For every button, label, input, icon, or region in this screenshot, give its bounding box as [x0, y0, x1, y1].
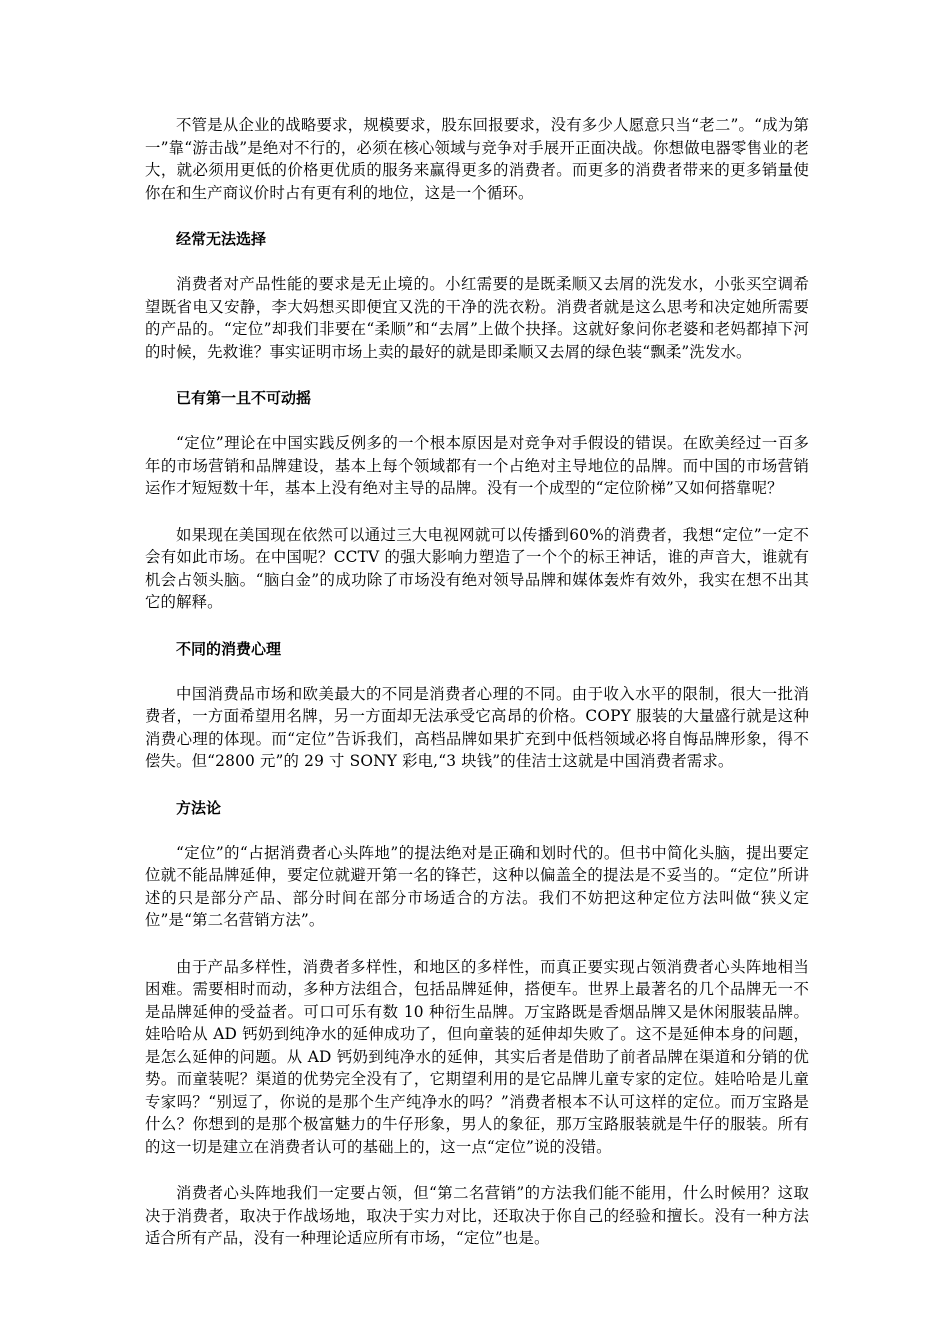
paragraph: “定位”的“占据消费者心头阵地”的提法绝对是正确和划时代的。但书中简化头脑，提出要定位就不能品牌延伸，要定位就避开第一名的锋芒，这种以偏盖全的提法是不妥当的。“定位”所讲述的只是部分产品、部分时间在部分市场适合的方法。我们不妨把这种定位方法叫做“狭义定位”是“第二名营销方法”。	[145, 843, 809, 929]
section-heading: 方法论	[176, 798, 222, 817]
document-page	[145, 114, 809, 1250]
section-heading: 已有第一且不可动摇	[176, 389, 312, 407]
section-heading: 不同的消费心理	[176, 639, 282, 658]
paragraph: 由于产品多样性，消费者多样性，和地区的多样性，而真正要实现占领消费者心头阵地相当困难。需要相时而动，多种方法组合，包括品牌延伸，搭便车。世界上最著名的几个品牌无一不是品牌延伸的受益者。可口可乐有数 10 种衍生品牌。万宝路既是香烟品牌又是休闲服装品牌。娃哈哈从 AD 钙奶到纯净水的延伸成功了，但向童装的延伸却失败了。这不是延伸本身的问题，是怎么延伸的问题。从 AD 钙奶到纯净水的延伸，其实后者是借助了前者品牌在渠道和分销的优势。而童装呢？渠道的优势完全没有了，它期望利用的是它品牌儿童专家的定位。娃哈哈是儿童专家吗？“别逗了，你说的是那个生产纯净水的吗？”消费者根本不认可这样的定位。而万宝路是什么？你想到的是那个极富魅力的牛仔形象，男人的象征，那万宝路服装就是牛仔的服装。所有的这一切是建立在消费者认可的基础上的，这一点“定位”说的没错。	[145, 957, 809, 1156]
paragraph: 如果现在美国现在依然可以通过三大电视网就可以传播到60%的消费者，我想“定位”一定不会有如此市场。在中国呢？CCTV 的强大影响力塑造了一个个的标王神话，谁的声音大，谁就有机会占领头脑。“脑白金”的成功除了市场没有绝对领导品牌和媒体轰炸有效外，我实在想不出其它的解释。	[145, 525, 809, 611]
section-heading: 经常无法选择	[176, 230, 267, 248]
paragraph: 不管是从企业的战略要求，规模要求，股东回报要求，没有多少人愿意只当“老二”。“成为第一”靠“游击战”是绝对不行的，必须在核心领域与竞争对手展开正面决战。你想做电器零售业的老大，就必须用更低的价格更优质的服务来赢得更多的消费者。而更多的消费者带来的更多销量使你在和生产商议价时占有更有利的地位，这是一个循环。	[145, 116, 809, 202]
paragraph: “定位”理论在中国实践反例多的一个根本原因是对竞争对手假设的错误。在欧美经过一百多年的市场营销和品牌建设，基本上每个领域都有一个占绝对主导地位的品牌。而中国的市场营销运作才短短数十年，基本上没有绝对主导的品牌。没有一个成型的“定位阶梯”又如何搭靠呢？	[145, 434, 809, 497]
paragraph: 消费者心头阵地我们一定要占领，但“第二名营销”的方法我们能不能用，什么时候用？这取决于消费者，取决于作战场地，取决于实力对比，还取决于你自己的经验和擅长。没有一种方法适合所有产品，没有一种理论适应所有市场，“定位”也是。	[145, 1184, 809, 1247]
paragraph: 中国消费品市场和欧美最大的不同是消费者心理的不同。由于收入水平的限制，很大一批消费者，一方面希望用名牌，另一方面却无法承受它高昂的价格。COPY 服装的大量盛行就是这种消费心理的体现。而“定位”告诉我们，高档品牌如果扩充到中低档领域必将自悔品牌形象，得不偿失。但“2800 元”的 29 寸 SONY 彩电,“3 块钱”的佳洁士这就是中国消费者需求。	[145, 684, 809, 770]
paragraph: 消费者对产品性能的要求是无止境的。小红需要的是既柔顺又去屑的洗发水，小张买空调希望既省电又安静，李大妈想买即便宜又洗的干净的洗衣粉。消费者就是这么思考和决定她所需要的产品的。“定位”却我们非要在“柔顺”和“去屑”上做个抉择。这就好象问你老婆和老妈都掉下河的时候，先救谁？事实证明市场上卖的最好的就是即柔顺又去屑的绿色装“飘柔”洗发水。	[145, 275, 809, 361]
